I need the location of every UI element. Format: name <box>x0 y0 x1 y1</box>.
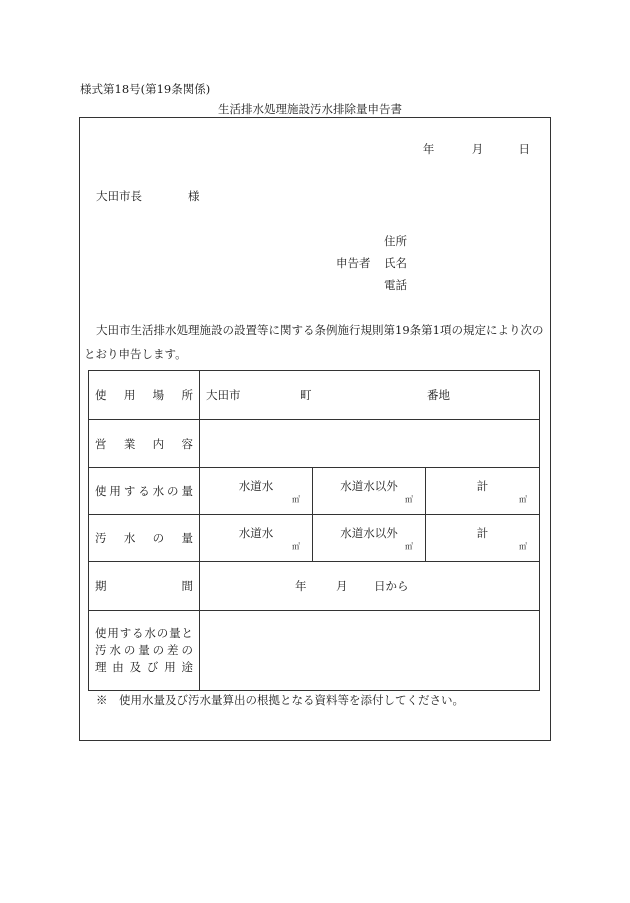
unit-label: ㎥ <box>405 542 413 551</box>
applicant-phone-label: 電話 <box>384 278 407 292</box>
sewage-other-label: 水道水以外 <box>340 526 398 540</box>
reason-label: 使 用 す る 水 の 量 と 汚 水 の 量 の 差 の 理 由 及 び 用 途 <box>89 611 200 691</box>
date-month: 月 <box>471 142 484 156</box>
row-period <box>89 562 540 611</box>
sewage-other[interactable] <box>313 515 426 562</box>
row-water-usage <box>89 468 540 515</box>
unit-label: ㎥ <box>405 495 413 504</box>
water-usage-tap[interactable] <box>200 468 313 515</box>
sewage-total[interactable] <box>426 515 540 562</box>
attachment-note: ※ 使用水量及び汚水量算出の根拠となる資料等を添付してください。 <box>96 693 464 707</box>
location-lot: 番地 <box>427 388 450 402</box>
unit-label: ㎥ <box>292 542 300 551</box>
location-town: 町 <box>300 388 312 402</box>
sewage-label: 汚 水 の 量 <box>89 515 200 562</box>
date-day: 日 <box>518 142 530 156</box>
reason-value[interactable] <box>200 611 540 691</box>
applicant-label: 申告者 <box>336 256 371 270</box>
period-label: 期 間 <box>89 562 200 611</box>
location-city: 大田市 <box>206 388 241 402</box>
water-usage-other[interactable] <box>313 468 426 515</box>
unit-label: ㎥ <box>519 542 528 551</box>
unit-label: ㎥ <box>519 495 528 504</box>
sewage-tap[interactable] <box>200 515 313 562</box>
date-year: 年 <box>422 142 435 156</box>
applicant-name-label: 氏名 <box>384 256 407 270</box>
period-year: 年 <box>295 579 307 593</box>
water-usage-total-label: 計 <box>476 479 489 493</box>
applicant-address-label: 住所 <box>384 234 407 248</box>
body-text <box>84 318 546 366</box>
row-business <box>89 420 540 468</box>
period-from: 日から <box>374 579 409 593</box>
business-value[interactable] <box>200 420 540 468</box>
sewage-tap-label: 水道水 <box>238 526 274 540</box>
water-usage-other-label: 水道水以外 <box>340 479 398 493</box>
document-title: 生活排水処理施設汚水排除量申告書 <box>218 102 402 116</box>
declaration-table <box>88 370 540 691</box>
row-reason <box>89 611 540 691</box>
location-label: 使 用 場 所 <box>89 371 200 420</box>
addressee-honorific: 様 <box>188 189 200 203</box>
period-value[interactable] <box>200 562 540 611</box>
form-frame <box>79 117 551 741</box>
water-usage-total[interactable] <box>426 468 540 515</box>
sewage-total-label: 計 <box>476 526 489 540</box>
unit-label: ㎥ <box>292 495 300 504</box>
body-line-2: とおり申告します。 <box>84 347 187 361</box>
water-usage-label: 使 用 す る 水 の 量 <box>89 468 200 515</box>
row-sewage <box>89 515 540 562</box>
body-line-1: 大田市生活排水処理施設の設置等に関する条例施行規則第19条第1項の規定により次の <box>96 323 544 337</box>
business-label: 営 業 内 容 <box>89 420 200 468</box>
period-month: 月 <box>336 579 348 593</box>
addressee-name: 大田市長 <box>96 189 142 203</box>
form-number-label: 様式第18号(第19条関係) <box>80 82 211 96</box>
location-value[interactable] <box>200 371 540 420</box>
row-location <box>89 371 540 420</box>
date-line <box>423 141 530 157</box>
water-usage-tap-label: 水道水 <box>238 479 274 493</box>
